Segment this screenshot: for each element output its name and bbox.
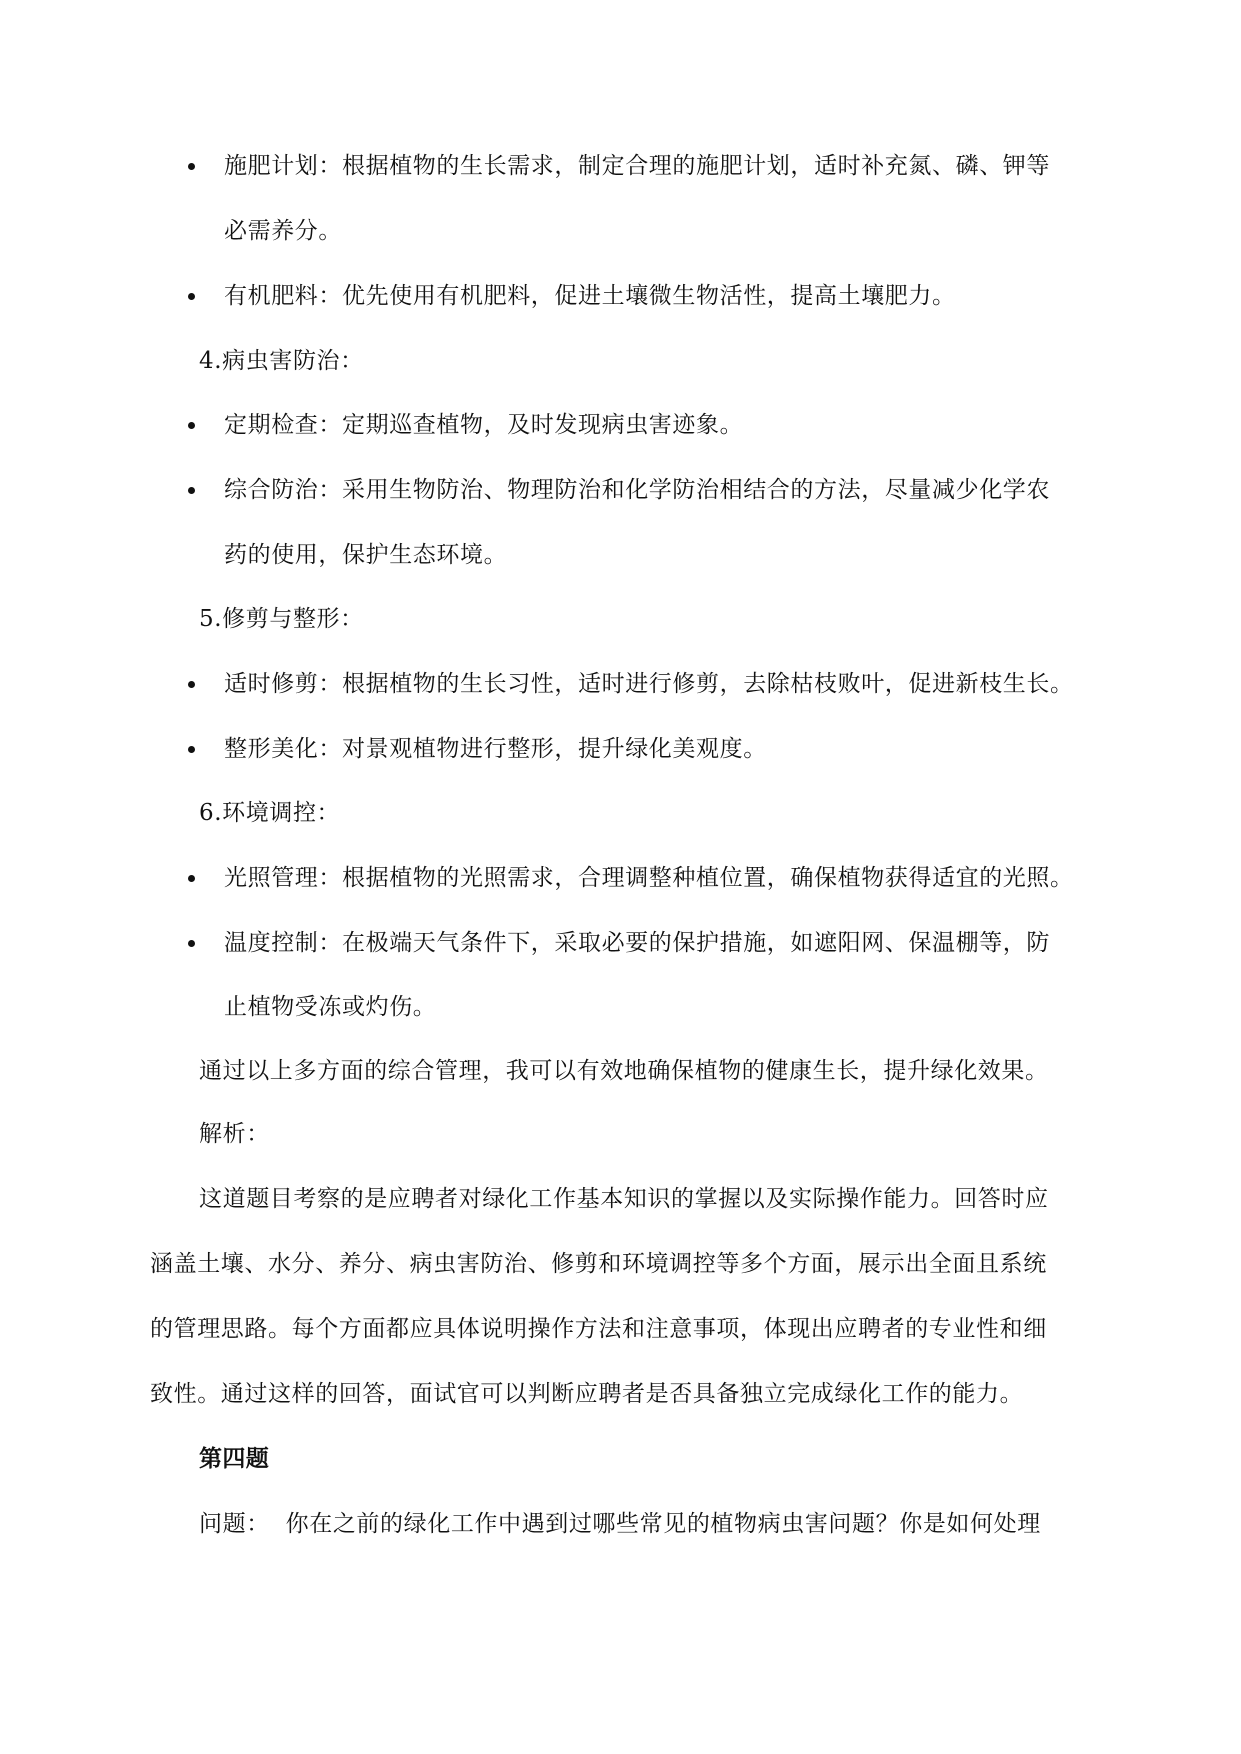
analysis-line-4: 致性。通过这样的回答，面试官可以判断应聘者是否具备独立完成绿化工作的能力。 [150, 1381, 1024, 1407]
light-management-item: 光照管理：根据植物的光照需求，合理调整种植位置，确保植物获得适宜的光照。 [224, 865, 1074, 891]
bullet-icon [188, 422, 195, 429]
analysis-line-3: 的管理思路。每个方面都应具体说明操作方法和注意事项，体现出应聘者的专业性和细 [150, 1316, 1047, 1342]
bullet-icon [188, 293, 195, 300]
shaping-item: 整形美化：对景观植物进行整形，提升绿化美观度。 [224, 736, 767, 762]
integrated-control-line-2: 药的使用，保护生态环境。 [224, 542, 508, 568]
summary-paragraph: 通过以上多方面的综合管理，我可以有效地确保植物的健康生长，提升绿化效果。 [199, 1058, 1049, 1084]
bullet-icon [188, 940, 195, 947]
bullet-icon [188, 681, 195, 688]
analysis-label: 解析： [199, 1121, 270, 1147]
section-heading-pruning: 5.修剪与整形： [199, 606, 364, 632]
fertilizer-plan-line-2: 必需养分。 [224, 218, 342, 244]
analysis-line-2: 涵盖土壤、水分、养分、病虫害防治、修剪和环境调控等多个方面，展示出全面且系统 [150, 1251, 1047, 1277]
bullet-icon [188, 487, 195, 494]
bullet-icon [188, 746, 195, 753]
regular-inspection-item: 定期检查：定期巡查植物，及时发现病虫害迹象。 [224, 412, 744, 438]
section-heading-pest-control: 4.病虫害防治： [199, 348, 364, 374]
integrated-control-line-1: 综合防治：采用生物防治、物理防治和化学防治相结合的方法，尽量减少化学农 [224, 477, 1050, 503]
temperature-control-line-1: 温度控制：在极端天气条件下，采取必要的保护措施，如遮阳网、保温棚等，防 [224, 930, 1050, 956]
temperature-control-line-2: 止植物受冻或灼伤。 [224, 994, 437, 1020]
question-4-text: 问题： 你在之前的绿化工作中遇到过哪些常见的植物病虫害问题？你是如何处理 [199, 1511, 1041, 1537]
bullet-icon [188, 163, 195, 170]
fertilizer-plan-line-1: 施肥计划：根据植物的生长需求，制定合理的施肥计划，适时补充氮、磷、钾等 [224, 153, 1050, 179]
section-heading-environment: 6.环境调控： [199, 800, 341, 826]
timely-pruning-item: 适时修剪：根据植物的生长习性，适时进行修剪，去除枯枝败叶，促进新枝生长。 [224, 671, 1074, 697]
organic-fertilizer-item: 有机肥料：优先使用有机肥料，促进土壤微生物活性，提高土壤肥力。 [224, 283, 956, 309]
question-4-heading: 第四题 [199, 1445, 270, 1472]
bullet-icon [188, 875, 195, 882]
analysis-line-1: 这道题目考察的是应聘者对绿化工作基本知识的掌握以及实际操作能力。回答时应 [199, 1186, 1049, 1212]
